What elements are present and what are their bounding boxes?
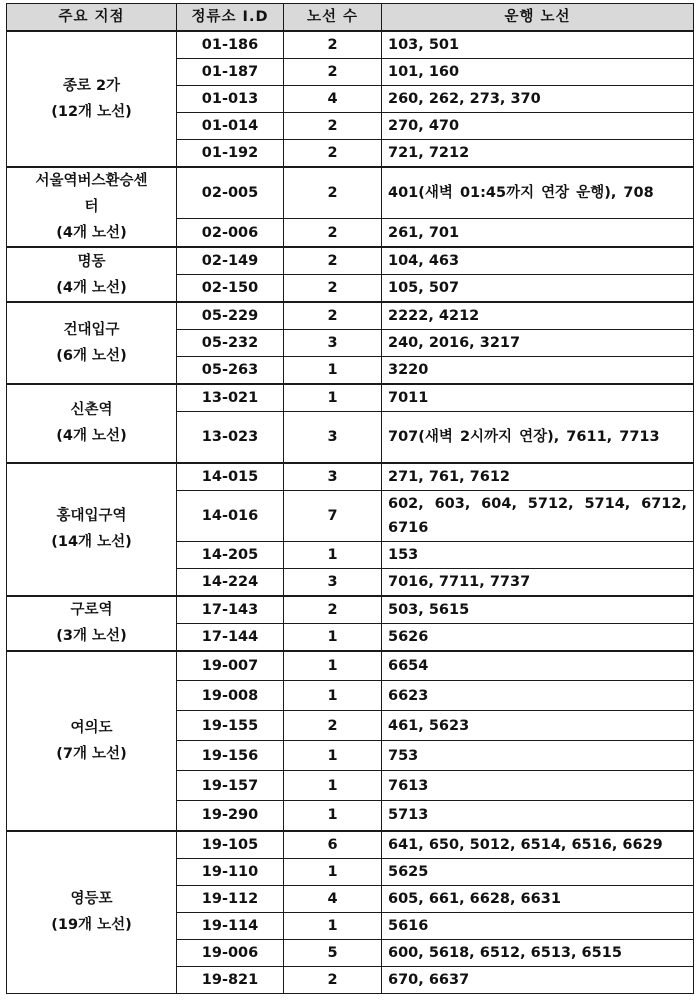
route-count-cell: 1 — [284, 623, 382, 651]
routes-text: 3220 — [388, 362, 429, 378]
routes-text: 605, 661, 6628, 6631 — [388, 890, 561, 907]
routes-cell — [382, 623, 694, 651]
routes-cell — [382, 831, 694, 859]
stop-id-cell: 02-005 — [177, 167, 284, 219]
route-count-cell: 4 — [284, 885, 382, 912]
routes-cell — [382, 490, 694, 541]
location-label: (14개 노선) — [51, 534, 132, 550]
location-cell — [7, 31, 177, 167]
stop-id-cell: 13-021 — [177, 384, 284, 412]
location-label: 신촌역 — [70, 402, 113, 419]
stop-id-cell: 01-013 — [177, 86, 284, 113]
table-body — [7, 31, 694, 993]
bus-route-table — [6, 3, 694, 994]
route-count-cell: 2 — [284, 219, 382, 247]
routes-cell — [382, 247, 694, 275]
stop-id-cell: 17-143 — [177, 596, 284, 624]
location-label: (6개 노선) — [56, 348, 127, 364]
stop-id-cell: 02-006 — [177, 219, 284, 247]
header-routes: 운행 노선 — [382, 4, 694, 32]
route-count-cell: 1 — [284, 651, 382, 681]
location-cell — [7, 651, 177, 831]
route-count-cell: 7 — [284, 490, 382, 541]
route-count-cell: 1 — [284, 681, 382, 711]
routes-text: 104, 463 — [388, 253, 460, 269]
routes-text: 503, 5615 — [388, 601, 470, 618]
routes-text: 101, 160 — [388, 64, 460, 80]
route-count-cell: 1 — [284, 357, 382, 385]
routes-cell — [382, 568, 694, 596]
route-count-cell: 1 — [284, 771, 382, 801]
stop-id-cell: 01-014 — [177, 113, 284, 140]
routes-cell — [382, 330, 694, 357]
stop-id-cell: 02-149 — [177, 247, 284, 275]
table-row — [7, 831, 694, 859]
routes-text: 721, 7212 — [388, 145, 470, 161]
stop-id-cell: 19-114 — [177, 912, 284, 939]
routes-text: 271, 761, 7612 — [388, 468, 511, 485]
routes-cell — [382, 939, 694, 966]
location-cell — [7, 384, 177, 463]
route-count-cell: 1 — [284, 858, 382, 885]
location-cell — [7, 302, 177, 384]
routes-cell — [382, 912, 694, 939]
stop-id-cell: 05-232 — [177, 330, 284, 357]
routes-cell — [382, 31, 694, 59]
routes-cell — [382, 140, 694, 168]
stop-id-cell: 19-008 — [177, 681, 284, 711]
header-location: 주요 지점 — [7, 4, 177, 32]
routes-text: 6623 — [388, 687, 429, 704]
routes-text: 7613 — [388, 777, 429, 794]
routes-text: 641, 650, 5012, 6514, 6516, 6629 — [388, 836, 663, 853]
routes-text: 7011 — [388, 390, 429, 406]
table-row — [7, 596, 694, 624]
stop-id-cell: 19-155 — [177, 711, 284, 741]
routes-cell — [382, 275, 694, 303]
route-count-cell: 3 — [284, 412, 382, 463]
stop-id-cell: 19-290 — [177, 801, 284, 831]
routes-cell — [382, 711, 694, 741]
route-count-cell: 1 — [284, 912, 382, 939]
routes-text: 670, 6637 — [388, 971, 470, 988]
route-count-cell: 2 — [284, 966, 382, 993]
route-count-cell: 2 — [284, 711, 382, 741]
stop-id-cell: 19-821 — [177, 966, 284, 993]
routes-text: 105, 507 — [388, 280, 460, 296]
routes-text: 7016, 7711, 7737 — [388, 573, 531, 590]
route-count-cell: 3 — [284, 463, 382, 491]
routes-cell — [382, 412, 694, 463]
route-count-cell: 2 — [284, 275, 382, 303]
routes-text: 261, 701 — [388, 224, 460, 241]
location-label: 구로역 — [70, 602, 113, 618]
stop-id-cell: 01-192 — [177, 140, 284, 168]
location-cell — [7, 247, 177, 302]
route-count-cell: 2 — [284, 31, 382, 59]
route-count-cell: 2 — [284, 596, 382, 624]
route-count-cell: 1 — [284, 741, 382, 771]
table-row — [7, 651, 694, 681]
table-row — [7, 247, 694, 275]
stop-id-cell: 01-186 — [177, 31, 284, 59]
route-count-cell: 6 — [284, 831, 382, 859]
location-label: 터 — [84, 199, 99, 215]
routes-text: 461, 5623 — [388, 717, 470, 734]
stop-id-cell: 19-157 — [177, 771, 284, 801]
table-row — [7, 167, 694, 219]
table-row — [7, 463, 694, 491]
routes-cell — [382, 219, 694, 247]
routes-cell — [382, 86, 694, 113]
location-cell — [7, 463, 177, 596]
location-label: 종로 2가 — [62, 78, 121, 94]
location-label: 여의도 — [70, 719, 113, 736]
stop-id-cell: 14-016 — [177, 490, 284, 541]
stop-id-cell: 17-144 — [177, 623, 284, 651]
location-label: (4개 노선) — [56, 279, 127, 296]
route-count-cell: 2 — [284, 302, 382, 330]
route-count-cell: 1 — [284, 541, 382, 568]
stop-id-cell: 19-105 — [177, 831, 284, 859]
routes-cell — [382, 885, 694, 912]
routes-cell — [382, 357, 694, 385]
stop-id-cell: 02-150 — [177, 275, 284, 303]
location-label: (19개 노선) — [51, 917, 132, 933]
location-label: 건대입구 — [63, 322, 120, 338]
stop-id-cell: 19-006 — [177, 939, 284, 966]
location-cell — [7, 167, 177, 247]
route-count-cell: 2 — [284, 140, 382, 168]
route-count-cell: 2 — [284, 113, 382, 140]
stop-id-cell: 01-187 — [177, 59, 284, 86]
location-label: (3개 노선) — [56, 628, 127, 644]
routes-cell — [382, 302, 694, 330]
routes-text: 600, 5618, 6512, 6513, 6515 — [388, 944, 622, 961]
location-label: (12개 노선) — [51, 104, 132, 120]
header-row — [7, 4, 694, 32]
routes-cell — [382, 801, 694, 831]
location-label: (4개 노선) — [56, 428, 127, 445]
table-row — [7, 384, 694, 412]
route-count-cell: 2 — [284, 167, 382, 219]
routes-text: 5713 — [388, 807, 429, 824]
routes-cell — [382, 59, 694, 86]
route-count-cell: 3 — [284, 330, 382, 357]
stop-id-cell: 19-156 — [177, 741, 284, 771]
routes-text: 5626 — [388, 628, 429, 645]
routes-text: 602, 603, 604, 5712, 5714, 6712, 6716 — [388, 495, 687, 536]
location-cell — [7, 831, 177, 994]
stop-id-cell: 05-263 — [177, 357, 284, 385]
location-cell — [7, 596, 177, 651]
route-count-cell: 2 — [284, 247, 382, 275]
routes-cell — [382, 596, 694, 624]
routes-text: 707(새벽 2시까지 연장), 7611, 7713 — [388, 428, 660, 445]
routes-cell — [382, 966, 694, 993]
route-count-cell: 3 — [284, 568, 382, 596]
route-count-cell: 4 — [284, 86, 382, 113]
location-label: 홍대입구역 — [56, 508, 127, 524]
header-route-count: 노선 수 — [284, 4, 382, 32]
routes-text: 270, 470 — [388, 118, 460, 134]
routes-text: 260, 262, 273, 370 — [388, 91, 541, 107]
routes-text: 240, 2016, 3217 — [388, 335, 521, 351]
location-label: (7개 노선) — [56, 745, 127, 762]
routes-text: 753 — [388, 747, 419, 764]
routes-cell — [382, 113, 694, 140]
routes-cell — [382, 741, 694, 771]
routes-cell — [382, 167, 694, 219]
stop-id-cell: 14-224 — [177, 568, 284, 596]
stop-id-cell: 19-112 — [177, 885, 284, 912]
stop-id-cell: 19-007 — [177, 651, 284, 681]
location-label: 명동 — [77, 253, 106, 270]
table-row — [7, 31, 694, 59]
stop-id-cell: 14-205 — [177, 541, 284, 568]
routes-cell — [382, 541, 694, 568]
routes-text: 153 — [388, 546, 419, 563]
routes-cell — [382, 463, 694, 491]
route-count-cell: 5 — [284, 939, 382, 966]
routes-cell — [382, 681, 694, 711]
route-count-cell: 2 — [284, 59, 382, 86]
routes-text: 6654 — [388, 657, 429, 674]
stop-id-cell: 05-229 — [177, 302, 284, 330]
route-count-cell: 1 — [284, 801, 382, 831]
routes-text: 401(새벽 01:45까지 연장 운행), 708 — [388, 185, 654, 202]
routes-text: 103, 501 — [388, 37, 460, 53]
routes-cell — [382, 384, 694, 412]
stop-id-cell: 13-023 — [177, 412, 284, 463]
route-count-cell: 1 — [284, 384, 382, 412]
routes-text: 5625 — [388, 863, 429, 880]
location-label: 서울역버스환승센 — [35, 173, 148, 189]
location-label: (4개 노선) — [56, 225, 127, 241]
table-row — [7, 302, 694, 330]
routes-text: 5616 — [388, 917, 429, 934]
routes-cell — [382, 771, 694, 801]
routes-cell — [382, 651, 694, 681]
routes-text: 2222, 4212 — [388, 308, 480, 324]
stop-id-cell: 19-110 — [177, 858, 284, 885]
location-label: 영등포 — [70, 891, 113, 907]
routes-cell — [382, 858, 694, 885]
header-stop-id: 정류소 I.D — [177, 4, 284, 32]
stop-id-cell: 14-015 — [177, 463, 284, 491]
